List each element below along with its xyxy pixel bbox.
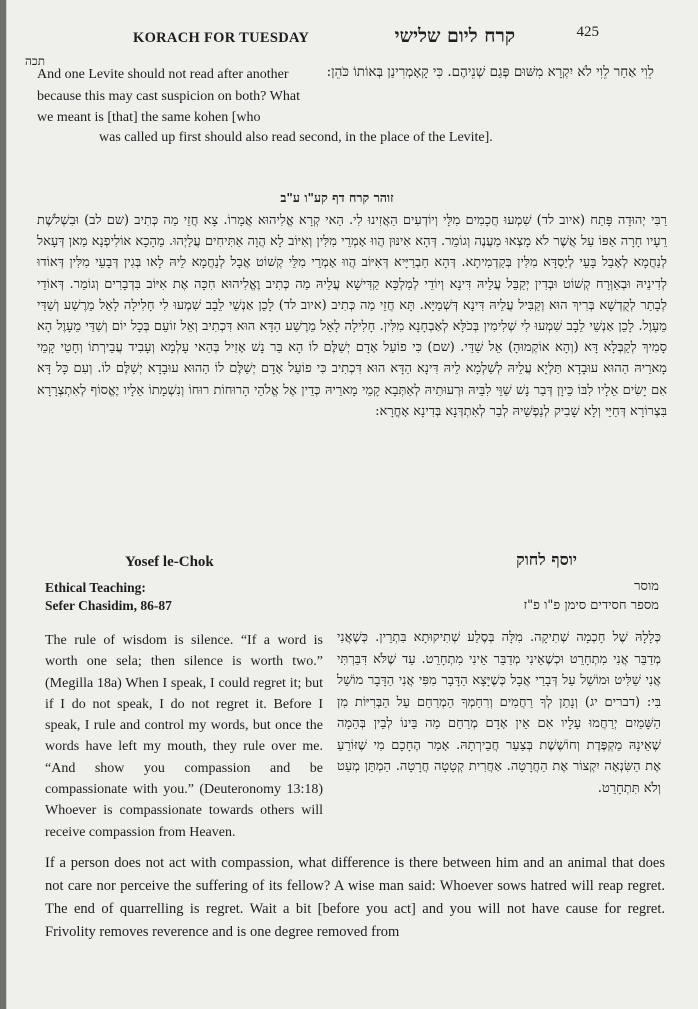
yosef-title-english: Yosef le-Chok — [125, 554, 214, 570]
top-english-text: And one Levite should not read after another because this may cast suspicion on both? What we meant is [that] the same kohen [who — [37, 67, 300, 125]
hebrew-column-text: כְּלָלָהּ שֶׁל חָכְמָה שְׁתִיקָה. מִלָּה בְּסֶלַע שְׁתִיקוּתָא בִּתְרֵין. כְּשֶׁאֲנִי מְדַבֵּר אֲנִי מִתְחָרֵט וּכְשֶׁאֵינִי מְדַבֵּר אֵינִי מִתְחָרֵט. עַד שֶׁלֹּא דִּבַּרְתִּי אֲנִי שַׁלִּיט וּמוֹשֵׁל עַל דְּבָרַי אֲבָל כְּשֶׁיָּצָא הַדָּבָר מִפִּי אֲנִי הַדָּבָר מוֹשֵׁל בִּי: (דברים יג) וְנָתַן לְךָ רַחֲמִים וְרִחַמְךָ הַמְרַחֵם עַל הַבְּרִיּוֹת מִן הַשָּׁמַיִם יְרַחֲמוּ עָלָיו אִם אֵין אָדָם מְרַחֵם מַה בֵּינוֹ לְבֵין בְּהֵמָה שֶׁאֵינָהּ מַקְפֶּדֶת וְחוֹשֶׁשֶׁת בְּצַעַר חֲבֵירְתָהּ. אָמַר הֶחָכָם מִי שֶׁזּוֹרֵעַ אֶת הַשִּׂנְאָה יִקְצוֹר אֶת הַחֲרָטָה. אַחֲרִית קְטָטָה חֲרָטָה. הַמְתֵּן מְעַט וְלֹא תִּתְחָרֵט. — [337, 630, 661, 796]
source-hebrew: מספר חסידים סימן פ"ו פ"ז — [523, 598, 659, 613]
zohar-section-title: זוהר קרח דף קע"ו ע"ב — [280, 190, 394, 205]
source-english: Sefer Chasidim, 86-87 — [45, 598, 172, 613]
english-column-text: The rule of wisdom is silence. “If a word is worth one sela; then silence is worth two.” (Megilla 18a) When I speak, I could regret it; but if I do not speak, I do not regret it. Before I speak, I rule and control my words, but once the words have left my mouth, they rule over me. “And show you compassion and be compassionate with you.” (Deuteronomy 13:18) Whoever is compassionate towards others will receive compassion from Heaven. — [45, 633, 323, 840]
hebrew-page-number: תכה — [25, 54, 46, 68]
bottom-english-paragraph: If a person does not act with compassion, what difference is there between him and an animal that does not care nor perceive the suffering of its fellow? A wise man said: Whoever sows hatred will reap regret. The end of quarrelling is regret. Wait a bit [before you act] and you will not have cause for regret. Frivolity removes reverence and is one degree removed from — [45, 855, 665, 940]
running-header-hebrew: קרח ליום שלישי — [394, 25, 515, 47]
page-number: 425 — [576, 24, 599, 40]
top-english-continuation: was called up first should also read second, in the place of the Levite]. — [99, 130, 493, 145]
mussar-label-hebrew: מוסר — [634, 579, 659, 594]
ethical-teaching-label: Ethical Teaching: — [45, 580, 146, 595]
running-header-english: KORACH FOR TUESDAY — [133, 30, 310, 46]
zohar-aramaic-text: רַבִּי יְהוּדָה פָּתַח (איוב לד) שִׁמְעוּ חֲכָמִים מִלָּי וְיוֹדְעִים הַאֲזִינוּ לִי. הַאי קְרָא אֱלִיהוּא אֲמָרוֹ. צָא חֲזֵי מַה כְּתִיב (שם לב) וּבִשְׁלֹשֶׁת רֵעָיו חָרָה אַפּוֹ עַל אֲשֶׁר לֹא מָצְאוּ מַעֲנֶה וְגוֹמֵר. דְּהָא אִינּוּן הֲווּ אָמְרֵי מִלִּין וְאִיּוֹב לָא הֲוָה אַתִּיחִים עֲלַיְהוּ. מֵהָכָא אוֹלִיפְנָא מַאן דְּעָאל לְנַחֲמָא לְאָבֵל בָּעֵי לְיַסְדָּא מִלִּין בְּקַדְמִיתָא. דְּהָא חַבְרַיָּיא דְּאִיּוֹב הֲווּ אָמְרֵי מִלֵּי קְשׁוֹט אֲבָל לְנַחֲמָא לֵיהּ לָאו בְּגִין דְּבָעֵי מִלִּין דְּאוֹדוּ לְדִינֵיהּ וּבְאַוְּרָח קְשׁוֹט וּבְדִין יְקַבֵּל עֲלֵיהּ דִּינָא וְיוֹדֵי לְמַלְכָּא קַדִּישָׁא עֲלֵיהּ מַה כְּתִיב וֶאֱלִיהוּא חִכָּה אֶת אִיּוֹב בִּדְבָרִים וְגוֹמֵר. דְּאוֹדֵי לְבָתַר לְקֻדְשָׁא בְּרִיךְ הוּא וְקַבִּיל עֲלֵיהּ דִּינָא דְּשְׁמַיָּא. תָּא חֲזֵי מַה כְּתִיב (איוב לד) לָכֵן אַנְשֵׁי לֵבָב שִׁמְעוּ לִי חָלִילָה לָאֵל מֵרֶשַׁע וְשַׁדַּי מֵעָוֶל. לָכֵן אַנְשֵׁי לֵבָב שִׁמְעוּ לִי שְׁלִימִין בְּכֹלָּא לְאַבְחָנָא מִלִּין. חָלִילָה לָאֵל מֵרֶשַׁע הַדָּא הוּא דִּכְתִיב וְאֵל זוֹעֵם בְּכָל יוֹם וְשַׁדַּי מֵעָוֶל הָא סָמִיךְ לְקַבְּלָא דָּא (וְהָא אוֹקְמוּהָ) אֵל שַׁדַּי. (שם) כִּי פוֹעַל אָדָם יְשַׁלֶּם לוֹ הָא בַּר נָשׁ אָזִיל בְּהַאי עָלְמָא וְעָבִיד עֲבֵירְתוֹ וְחָטֵי קָמֵי מָארֵיהּ הַהוּא עוּבָדָא תַּלְיָא עֲלֵיהּ לְשַׁלְמָא לֵיהּ דִּינָא הַדָּא הוּא דִּכְתִיב כִּי פוֹעַל אָדָם יְשַׁלֶּם לוֹ הַהוּא עוּבָדָא יְשַׁלֶּם לוֹ. וְעִם כָּל דָּא אִם יָשִׂים אֵלָיו לִבּוֹ כֵּיוָן דְּבַר נָשׁ שַׁוֵּי לִבֵּיהּ וּרְעוּתֵיהּ לְאַתְּבָא קָמֵי מָארֵיהּ כְּדֵין אֶל אֱלֹהֵי הָרוּחוֹת רוּחוֹ וְנִשְׁמָתוֹ אֵלָיו יֶאֱסוֹף לְאִתְצְרָרָא בִּצְרוֹרָא דְּחַיֵּי וְלָא שָׁבִיק לְנַפְשֵׁיהּ לְבַר לְאִתְדְּנָא בְּדִינָא אָחֳרָא: — [37, 213, 667, 419]
top-hebrew-text: לֵוִי אַחַר לֵוִי לֹא יִקְרָא מִשּׁוּם פְּגַם שְׁנֵיהֶם. כִּי קָאָמְרִינַן בְּאוֹתוֹ כֹּהֵן: — [326, 64, 654, 80]
book-page — [6, 0, 698, 1009]
yosef-title-hebrew: יוסף לחוק — [516, 550, 577, 569]
